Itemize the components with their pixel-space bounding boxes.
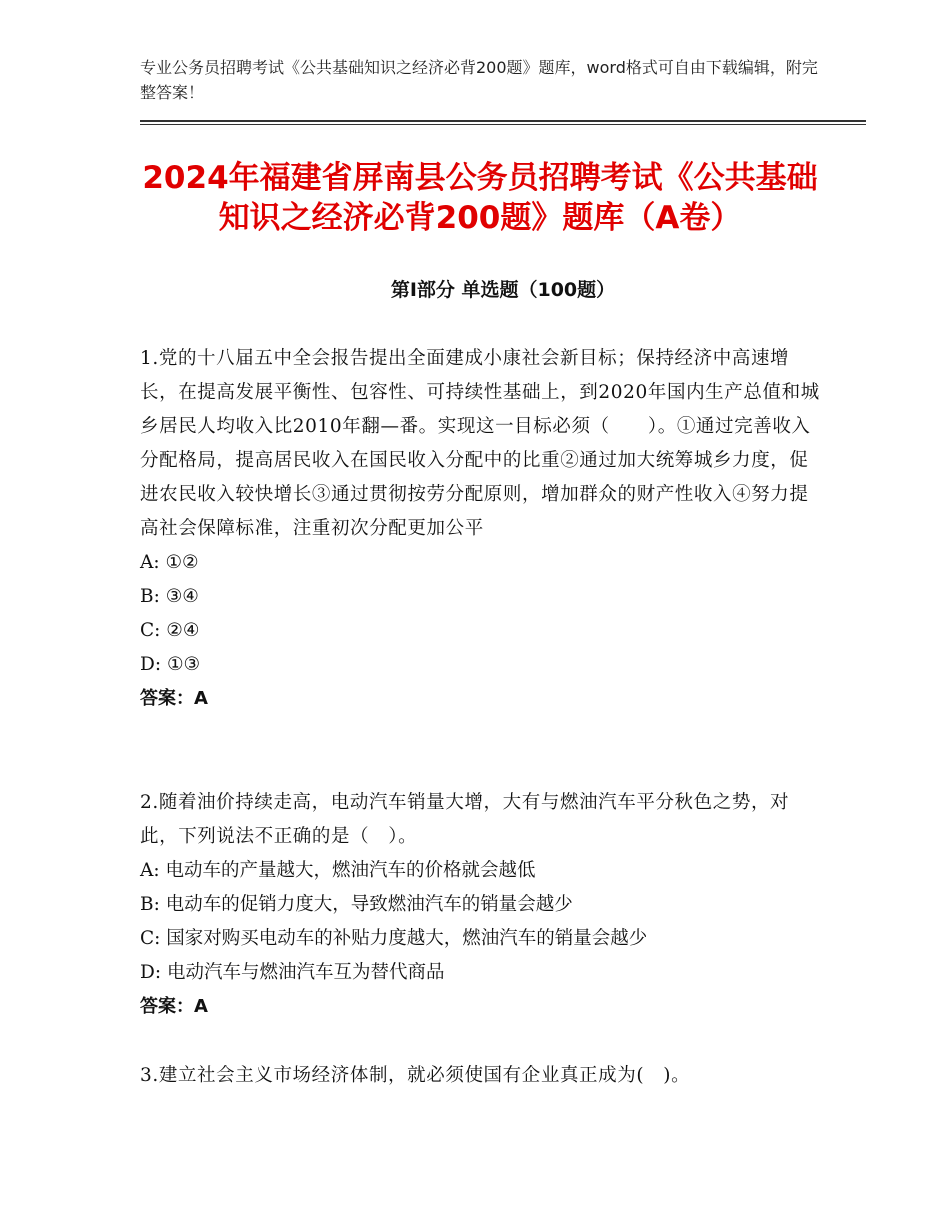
header-rule-thin — [140, 124, 866, 125]
header-rule-thick — [140, 120, 866, 122]
option-d: D: 电动汽车与燃油汽车互为替代商品 — [140, 962, 445, 983]
option-c: C: 国家对购买电动车的补贴力度越大，燃油汽车的销量会越少 — [140, 928, 648, 949]
option-a: A: ①② — [140, 552, 199, 573]
question-3 — [140, 1059, 820, 1093]
option-a: A: 电动车的产量越大，燃油汽车的价格就会越低 — [140, 860, 536, 881]
option-b: B: ③④ — [140, 586, 199, 607]
question-1 — [140, 342, 820, 716]
question-2 — [140, 786, 820, 1024]
document-title: 2024年福建省屏南县公务员招聘考试《公共基础知识之经济必背200题》题库（A卷） — [142, 160, 818, 236]
option-b: B: 电动车的促销力度大，导致燃油汽车的销量会越少 — [140, 894, 573, 915]
header-note: 专业公务员招聘考试《公共基础知识之经济必背200题》题库，word格式可自由下载编辑，附完整答案！ — [140, 58, 818, 102]
section-title: 第Ⅰ部分 单选题（100题） — [390, 279, 616, 301]
option-c: C: ②④ — [140, 620, 200, 641]
answer-line: 答案：A — [140, 688, 208, 709]
question-stem: 1.党的十八届五中全会报告提出全面建成小康社会新目标；保持经济中高速增长，在提高发展平衡性、包容性、可持续性基础上，到2020年国内生产总值和城乡居民人均收入比2010年翻—番。实现这一目标必须（ ）。①通过完善收入分配格局，提高居民收入在国民收入分配中的比重②通过加大统筹城乡力度，促进农民收入较快增长③通过贯彻按劳分配原则，增加群众的财产性收入④努力提高社会保障标准，注重初次分配更加公平 — [140, 348, 820, 539]
question-stem: 2.随着油价持续走高，电动汽车销量大增，大有与燃油汽车平分秋色之势，对此，下列说法不正确的是（ ）。 — [140, 792, 790, 847]
question-stem: 3.建立社会主义市场经济体制，就必须使国有企业真正成为( )。 — [140, 1065, 691, 1086]
option-d: D: ①③ — [140, 654, 201, 675]
answer-line: 答案：A — [140, 996, 208, 1017]
